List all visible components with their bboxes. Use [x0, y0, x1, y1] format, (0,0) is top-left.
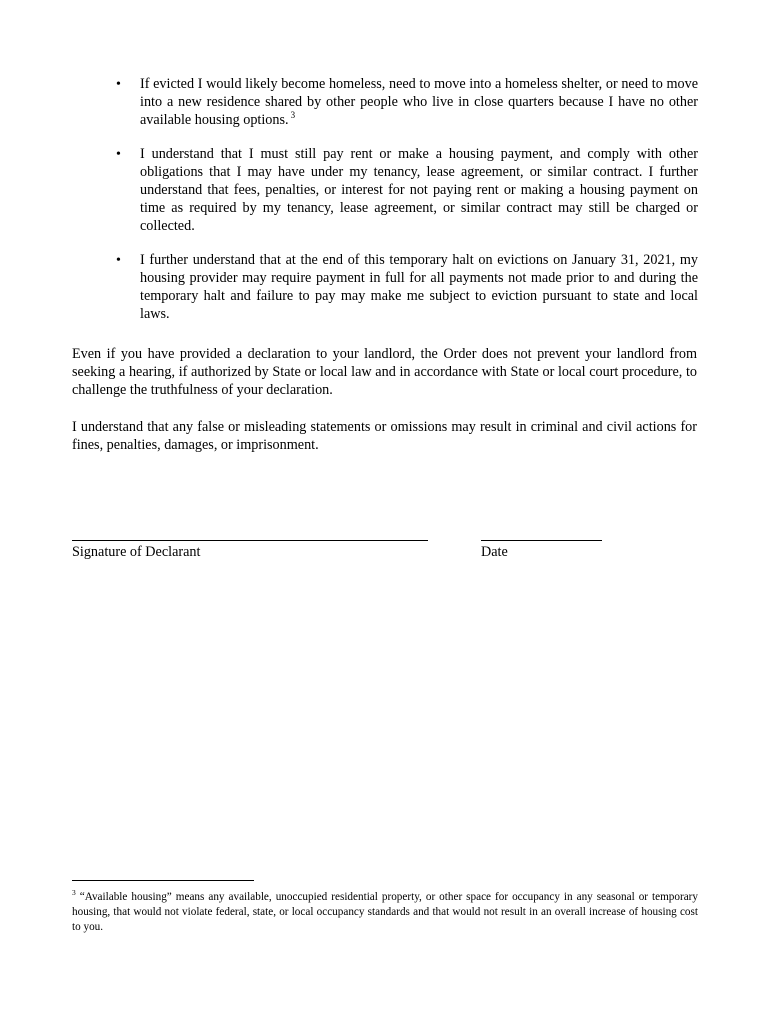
- footnote-divider: [72, 880, 254, 881]
- date-label: Date: [481, 544, 508, 560]
- bullet-icon: •: [116, 147, 121, 163]
- declaration-bullet-list: [72, 76, 698, 341]
- bullet-item-homelessness: [72, 76, 698, 129]
- bullet-icon: •: [116, 253, 121, 269]
- footnote: [72, 890, 698, 935]
- footnote-reference[interactable]: 3: [290, 109, 296, 120]
- signature-line[interactable]: [72, 540, 428, 541]
- landlord-hearing-paragraph: Even if you have provided a declaration to your landlord, the Order does not prevent your landlord from seeking a hearing, if authorized by State or local law and in accordance with State or local court procedure, to challenge the truthfulness of your declaration.: [72, 346, 697, 398]
- bullet-item-rent-obligation: [72, 146, 698, 235]
- false-statement-warning-paragraph: I understand that any false or misleading statements or omissions may result in criminal and civil actions for fines, penalties, damages, or imprisonment.: [72, 419, 697, 453]
- date-line[interactable]: [481, 540, 602, 541]
- footnote-text: “Available housing” means any available, unoccupied residential property, or other space for occupancy in any seasonal or temporary housing, that would not violate federal, state, or local occupancy standards and that would not result in an overall increase of housing cost to you.: [72, 891, 698, 933]
- bullet-text: I further understand that at the end of this temporary halt on evictions on January 31, 2021, my housing provider may require payment in full for all payments not made prior to and during the temporary halt and failure to pay may make me subject to eviction pursuant to state and local laws.: [140, 252, 698, 322]
- bullet-icon: •: [116, 77, 121, 92]
- footnote-number: 3: [72, 888, 76, 898]
- bullet-text: If evicted I would likely become homeless, need to move into a homeless shelter, or need to move into a new residence shared by other people who live in close quarters because I have no other available housing options.: [140, 76, 698, 128]
- bullet-text: I understand that I must still pay rent or make a housing payment, and comply with other obligations that I may have under my tenancy, lease agreement, or similar contract. I further understand that fees, penalties, or interest for not paying rent or making a housing payment on time as required by my tenancy, lease agreement, or similar contract may still be charged or collected.: [140, 146, 698, 234]
- signature-label: Signature of Declarant: [72, 544, 201, 560]
- bullet-item-end-of-halt: [72, 252, 698, 323]
